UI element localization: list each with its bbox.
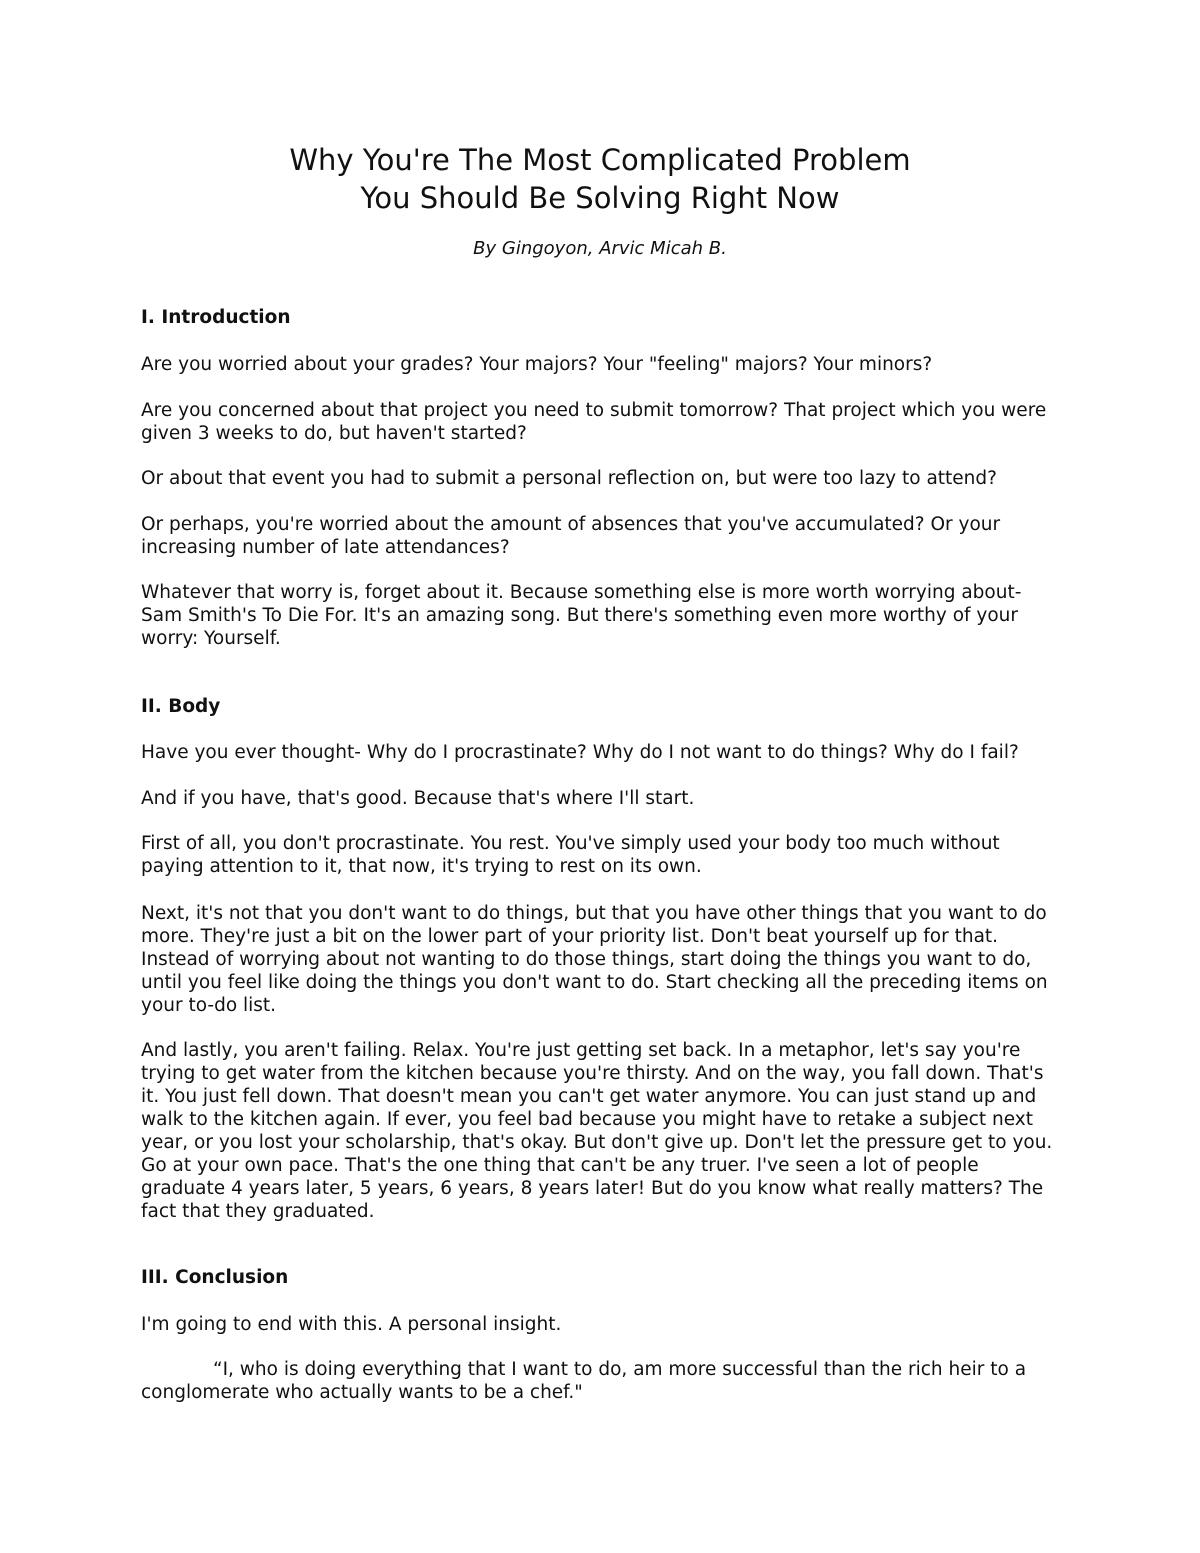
intro-paragraph-3: Or about that event you had to submit a personal reflection on, but were too lazy to attend? [141, 468, 997, 489]
section-heading-conclusion: III. Conclusion [141, 1267, 289, 1288]
conclusion-paragraph-1: I'm going to end with this. A personal insight. [141, 1314, 562, 1335]
section-heading-body: II. Body [141, 696, 221, 717]
intro-paragraph-5: Whatever that worry is, forget about it. Because something else is more worth worrying about- Sam Smith's To Die For. It's an amazing song. But there's something even more worthy of your worry: Yourself. [141, 582, 1022, 649]
intro-paragraph-4: Or perhaps, you're worried about the amount of absences that you've accumulated? Or your increasing number of late attendances? [141, 514, 1001, 558]
document-title [0, 141, 1200, 217]
author-byline: By Gingoyon, Arvic Micah B. [473, 238, 727, 259]
title-line-2: You Should Be Solving Right Now [360, 181, 840, 215]
conclusion-quote: “I, who is doing everything that I want to do, am more successful than the rich heir to a conglomerate who actually wants to be a chef." [141, 1359, 1027, 1403]
body-paragraph-1b: And if you have, that's good. Because that's where I'll start. [141, 788, 695, 809]
intro-paragraph-1: Are you worried about your grades? Your majors? Your "feeling" majors? Your minors? [141, 354, 933, 375]
intro-paragraph-2: Are you concerned about that project you need to submit tomorrow? That project which you were given 3 weeks to do, but haven't started? [141, 400, 1047, 444]
body-paragraph-3: Next, it's not that you don't want to do things, but that you have other things that you want to do more. They're just a bit on the lower part of your priority list. Don't beat yourself up for that. Instead of worrying about not wanting to do those things, start doing the things you want to do, until you feel like doing the things you don't want to do. Start checking all the preceding items on your to-do list. [141, 903, 1048, 1016]
body-paragraph-1a: Have you ever thought- Why do I procrastinate? Why do I not want to do things? Why do I fail? [141, 742, 1019, 763]
title-line-1: Why You're The Most Complicated Problem [289, 143, 911, 177]
body-paragraph-2: First of all, you don't procrastinate. You rest. You've simply used your body too much without paying attention to it, that now, it's trying to rest on its own. [141, 833, 1000, 877]
body-paragraph-4: And lastly, you aren't failing. Relax. You're just getting set back. In a metaphor, let's say you're trying to get water from the kitchen because you're thirsty. And on the way, you fall down. That's it. You just fell down. That doesn't mean you can't get water anymore. You can just stand up and walk to the kitchen again. If ever, you feel bad because you might have to retake a subject next year, or you lost your scholarship, that's okay. But don't give up. Don't let the pressure get to you. Go at your own pace. That's the one thing that can't be any truer. I've seen a lot of people graduate 4 years later, 5 years, 6 years, 8 years later! But do you know what really matters? The fact that they graduated. [141, 1040, 1053, 1222]
section-heading-introduction: I. Introduction [141, 307, 291, 328]
